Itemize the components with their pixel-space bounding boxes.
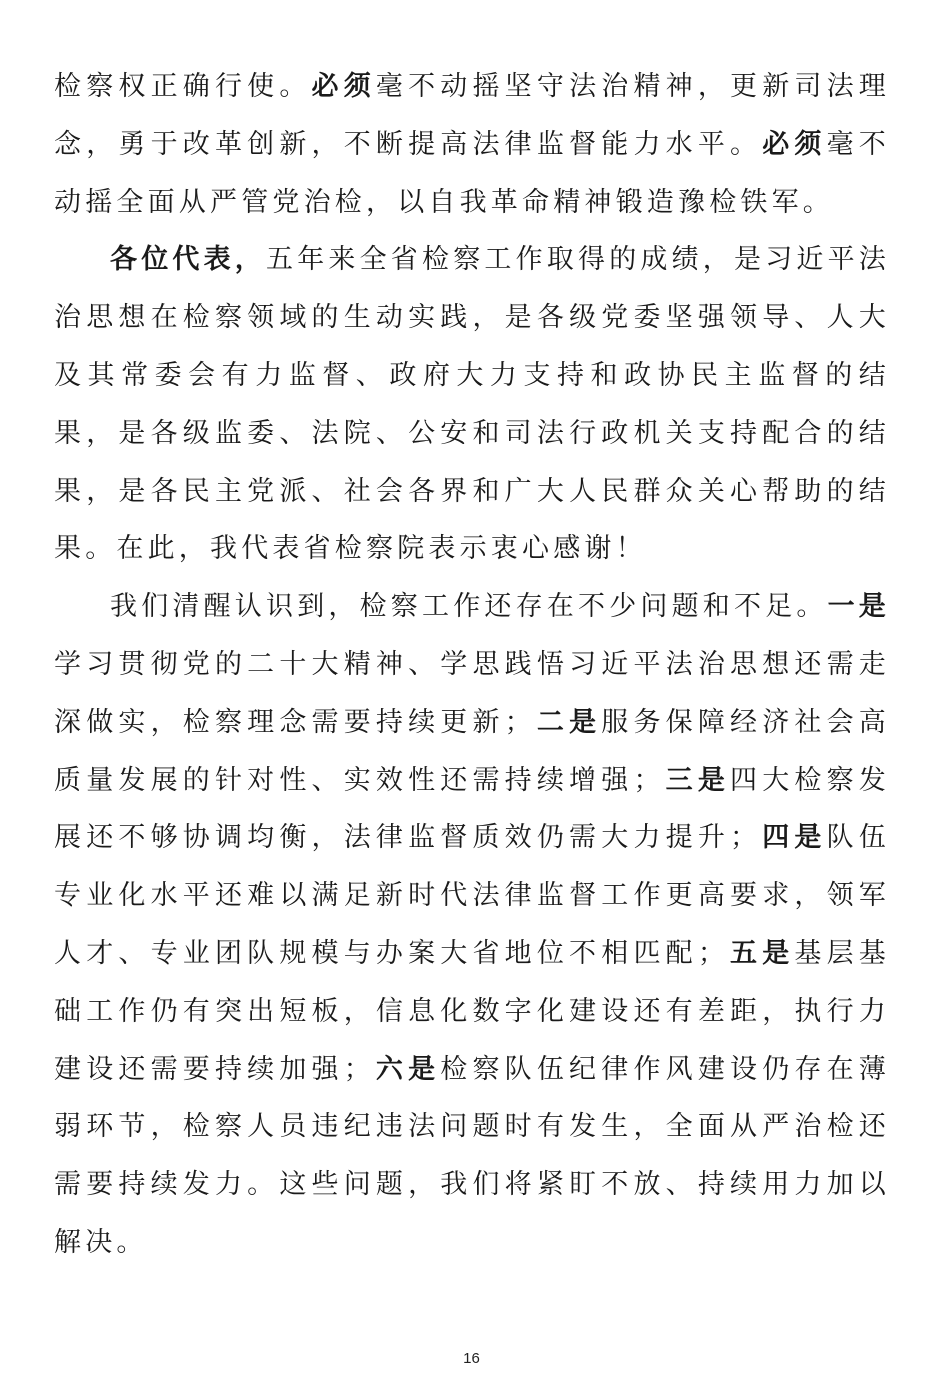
text-run: 服务保障经济社会高质量发展的针对性、实效性还需持续增强； [54, 706, 890, 796]
paragraph-3 [54, 578, 890, 1272]
bold-text-run: 六是 [374, 1053, 441, 1085]
paragraph-2 [54, 231, 890, 578]
bold-text-run: 一是 [827, 591, 891, 623]
bold-text-run: 五是 [729, 937, 795, 969]
text-run: 五年来全省检察工作取得的成绩，是习近平法治思想在检察领域的生动实践，是各级党委坚强领导、人大及其常委会有力监督、政府大力支持和政协民主监督的结果，是各级监委、法院、公安和司法行政机关支持配合的结果，是各民主党派、社会各界和广大人民群众关心帮助的结果。在此，我代表省检察院表示衷心感谢！ [54, 244, 890, 565]
bold-text-run: 四是 [761, 822, 827, 854]
text-run: 毫不动摇坚守法治精神，更新司法理念，勇于改革创新，不断提高法律监督能力水平。 [54, 71, 890, 160]
text-run: 检察队伍纪律作风建设仍存在薄弱环节，检察人员违纪违法问题时有发生，全面从严治检还需要持续发力。这些问题，我们将紧盯不放、持续用力加以解决。 [54, 1053, 890, 1258]
bold-text-run: 三是 [664, 764, 731, 796]
text-run: 学习贯彻党的二十大精神、学思践悟习近平法治思想还需走深做实，检察理念需要持续更新； [54, 648, 890, 738]
paragraph-1 [54, 58, 890, 231]
text-run: 队伍专业化水平还难以满足新时代法律监督工作更高要求，领军人才、专业团队规模与办案大省地位不相匹配； [54, 822, 890, 969]
text-run: 基层基础工作仍有突出短板，信息化数字化建设还有差距，执行力建设还需要持续加强； [54, 937, 890, 1085]
bold-text-run: 各位代表， [110, 244, 266, 276]
body-text [54, 58, 890, 1272]
text-run: 我们清醒认识到，检察工作还存在不少问题和不足。 [110, 591, 828, 623]
bold-text-run: 必须 [762, 128, 827, 160]
bold-text-run: 必须 [311, 71, 376, 102]
text-run: 四大检察发展还不够协调均衡，法律监督质效仍需大力提升； [54, 764, 890, 854]
text-run: 毫不动摇全面从严管党治检，以自我革命精神锻造豫检铁军。 [54, 128, 891, 218]
text-run: 检察权正确行使。 [54, 71, 312, 102]
bold-text-run: 二是 [535, 706, 602, 738]
page-number: 16 [463, 1350, 480, 1367]
